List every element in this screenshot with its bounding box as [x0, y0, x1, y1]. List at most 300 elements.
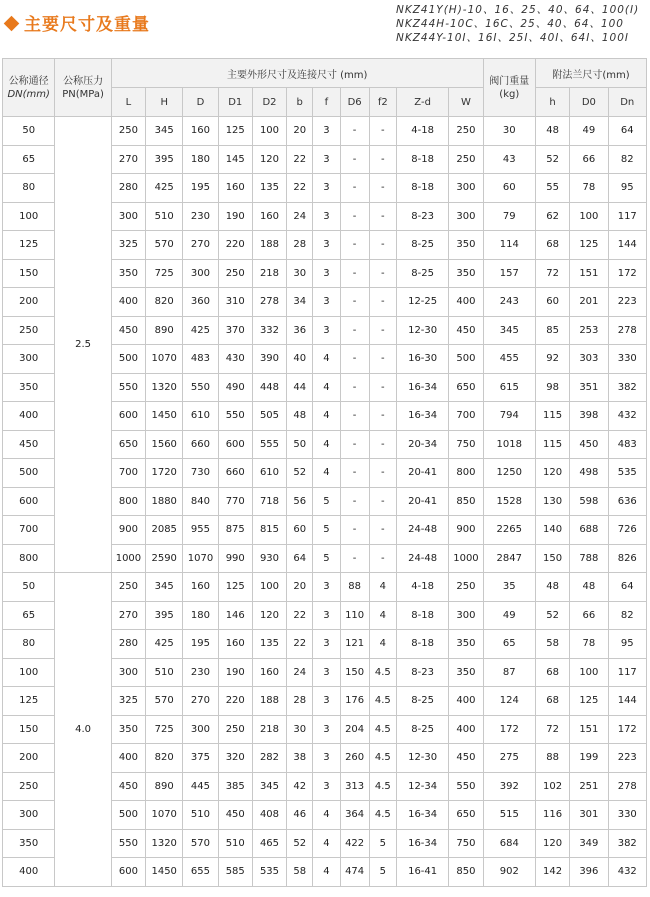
- table-cell: 395: [146, 601, 183, 630]
- table-cell: 570: [183, 829, 218, 858]
- table-cell: 5: [313, 487, 340, 516]
- column-header: W: [449, 88, 483, 117]
- header-pn-unit: PN(MPa): [62, 88, 104, 100]
- table-row: [3, 117, 647, 146]
- table-cell: 610: [183, 402, 218, 431]
- table-cell: 4: [369, 573, 396, 602]
- table-cell: 615: [483, 373, 535, 402]
- dn-cell: 125: [3, 687, 55, 716]
- table-cell: 195: [183, 174, 218, 203]
- column-header: Z-d: [396, 88, 448, 117]
- table-cell: 550: [111, 373, 145, 402]
- table-cell: 3: [313, 117, 340, 146]
- table-cell: 4: [369, 601, 396, 630]
- table-cell: 550: [218, 402, 252, 431]
- table-cell: 60: [483, 174, 535, 203]
- table-cell: 500: [449, 345, 483, 374]
- table-cell: 1070: [146, 801, 183, 830]
- table-cell: 515: [483, 801, 535, 830]
- table-cell: 125: [218, 573, 252, 602]
- table-cell: 826: [608, 544, 647, 573]
- table-cell: 650: [111, 430, 145, 459]
- table-cell: 56: [287, 487, 313, 516]
- table-cell: 400: [449, 288, 483, 317]
- table-cell: 43: [483, 145, 535, 174]
- table-cell: 8-25: [396, 231, 448, 260]
- table-cell: 190: [218, 658, 252, 687]
- table-cell: 8-18: [396, 174, 448, 203]
- table-cell: 142: [535, 858, 569, 887]
- table-cell: 60: [535, 288, 569, 317]
- table-cell: 218: [252, 259, 286, 288]
- dn-cell: 350: [3, 373, 55, 402]
- table-cell: 350: [111, 715, 145, 744]
- table-cell: 820: [146, 288, 183, 317]
- header-pn-label: 公称压力: [63, 75, 104, 87]
- table-cell: 117: [608, 202, 647, 231]
- table-cell: 3: [313, 744, 340, 773]
- table-cell: 116: [535, 801, 569, 830]
- table-cell: 52: [535, 145, 569, 174]
- table-cell: -: [369, 402, 396, 431]
- table-cell: 900: [449, 516, 483, 545]
- table-cell: 688: [570, 516, 608, 545]
- model-line: NKZ44H-10C、16C、25、40、64、100: [396, 18, 624, 30]
- table-cell: 474: [340, 858, 369, 887]
- table-cell: 3: [313, 316, 340, 345]
- table-cell: 610: [252, 459, 286, 488]
- table-cell: 16-34: [396, 402, 448, 431]
- table-cell: 88: [535, 744, 569, 773]
- table-cell: 325: [111, 687, 145, 716]
- table-cell: 350: [449, 259, 483, 288]
- table-cell: 570: [146, 687, 183, 716]
- table-cell: 251: [570, 772, 608, 801]
- table-cell: -: [340, 459, 369, 488]
- column-header: D1: [218, 88, 252, 117]
- header-dimension-group: 主要外形尺寸及连接尺寸 (mm): [111, 59, 483, 88]
- table-cell: 890: [146, 772, 183, 801]
- table-cell: 448: [252, 373, 286, 402]
- table-cell: 270: [111, 145, 145, 174]
- dn-cell: 400: [3, 858, 55, 887]
- table-cell: 350: [449, 231, 483, 260]
- table-cell: 8-25: [396, 715, 448, 744]
- table-cell: 550: [111, 829, 145, 858]
- dn-cell: 300: [3, 801, 55, 830]
- table-cell: 726: [608, 516, 647, 545]
- table-cell: 28: [287, 687, 313, 716]
- table-cell: 160: [252, 202, 286, 231]
- dn-cell: 150: [3, 715, 55, 744]
- table-cell: 24: [287, 202, 313, 231]
- table-cell: 22: [287, 145, 313, 174]
- table-cell: 82: [608, 145, 647, 174]
- table-cell: 350: [449, 630, 483, 659]
- table-cell: 1070: [183, 544, 218, 573]
- table-cell: 345: [252, 772, 286, 801]
- table-cell: 3: [313, 601, 340, 630]
- table-cell: 890: [146, 316, 183, 345]
- table-cell: 190: [218, 202, 252, 231]
- table-cell: 430: [218, 345, 252, 374]
- table-cell: 4: [313, 829, 340, 858]
- table-cell: 700: [449, 402, 483, 431]
- table-cell: 8-18: [396, 145, 448, 174]
- table-cell: 3: [313, 772, 340, 801]
- table-cell: 4.5: [369, 687, 396, 716]
- table-cell: 350: [111, 259, 145, 288]
- table-cell: 445: [183, 772, 218, 801]
- table-cell: 425: [146, 174, 183, 203]
- table-cell: 250: [449, 145, 483, 174]
- header-pn: [55, 59, 111, 117]
- table-cell: 22: [287, 601, 313, 630]
- table-cell: 5: [313, 516, 340, 545]
- table-cell: 2085: [146, 516, 183, 545]
- table-cell: -: [340, 259, 369, 288]
- dn-cell: 250: [3, 772, 55, 801]
- column-header: f2: [369, 88, 396, 117]
- table-cell: 1450: [146, 858, 183, 887]
- table-cell: 725: [146, 715, 183, 744]
- table-cell: 500: [111, 345, 145, 374]
- table-cell: 4.5: [369, 801, 396, 830]
- table-cell: 20-34: [396, 430, 448, 459]
- table-cell: 55: [535, 174, 569, 203]
- table-cell: 300: [111, 202, 145, 231]
- table-cell: 12-30: [396, 316, 448, 345]
- table-cell: 4.5: [369, 772, 396, 801]
- table-cell: 750: [449, 430, 483, 459]
- table-cell: 250: [111, 573, 145, 602]
- column-header: b: [287, 88, 313, 117]
- table-cell: 382: [608, 829, 647, 858]
- table-cell: 1560: [146, 430, 183, 459]
- table-cell: 151: [570, 259, 608, 288]
- table-cell: 243: [483, 288, 535, 317]
- table-cell: 199: [570, 744, 608, 773]
- header-weight-label: 阀门重量: [489, 75, 530, 87]
- table-cell: 8-23: [396, 202, 448, 231]
- dn-cell: 200: [3, 744, 55, 773]
- table-cell: 230: [183, 658, 218, 687]
- table-cell: 510: [146, 658, 183, 687]
- table-cell: 600: [111, 858, 145, 887]
- pressure-cell: 4.0: [55, 573, 111, 887]
- table-cell: 303: [570, 345, 608, 374]
- table-cell: 144: [608, 687, 647, 716]
- table-cell: 115: [535, 402, 569, 431]
- table-cell: 270: [111, 601, 145, 630]
- table-cell: 172: [608, 259, 647, 288]
- table-cell: 72: [535, 715, 569, 744]
- table-cell: 510: [146, 202, 183, 231]
- table-cell: 300: [449, 174, 483, 203]
- table-cell: -: [369, 202, 396, 231]
- dn-cell: 600: [3, 487, 55, 516]
- table-cell: 310: [218, 288, 252, 317]
- table-cell: 300: [183, 715, 218, 744]
- header-weight: [483, 59, 535, 117]
- table-cell: 1000: [111, 544, 145, 573]
- table-cell: 48: [287, 402, 313, 431]
- table-cell: 3: [313, 202, 340, 231]
- table-cell: 68: [535, 231, 569, 260]
- table-cell: 930: [252, 544, 286, 573]
- table-cell: 398: [570, 402, 608, 431]
- table-cell: 400: [449, 715, 483, 744]
- table-cell: 8-25: [396, 687, 448, 716]
- table-cell: 188: [252, 231, 286, 260]
- table-cell: 330: [608, 345, 647, 374]
- table-cell: 300: [449, 601, 483, 630]
- table-cell: 102: [535, 772, 569, 801]
- diamond-bullet-icon: [4, 16, 20, 32]
- table-cell: 68: [535, 658, 569, 687]
- table-cell: 120: [252, 601, 286, 630]
- table-cell: 66: [570, 145, 608, 174]
- table-cell: 150: [535, 544, 569, 573]
- table-cell: 16-41: [396, 858, 448, 887]
- table-cell: 230: [183, 202, 218, 231]
- table-cell: 794: [483, 402, 535, 431]
- table-cell: 16-30: [396, 345, 448, 374]
- table-cell: 3: [313, 687, 340, 716]
- page-title: [6, 10, 150, 35]
- table-cell: 4.5: [369, 715, 396, 744]
- table-cell: 555: [252, 430, 286, 459]
- table-cell: 3: [313, 174, 340, 203]
- table-cell: 320: [218, 744, 252, 773]
- table-cell: -: [369, 459, 396, 488]
- table-cell: 250: [449, 117, 483, 146]
- table-cell: 172: [608, 715, 647, 744]
- table-cell: 278: [608, 316, 647, 345]
- table-cell: 400: [111, 744, 145, 773]
- table-cell: 4: [313, 402, 340, 431]
- table-cell: 20-41: [396, 487, 448, 516]
- table-cell: 46: [287, 801, 313, 830]
- table-cell: 278: [608, 772, 647, 801]
- dn-cell: 65: [3, 145, 55, 174]
- table-cell: 30: [483, 117, 535, 146]
- table-cell: -: [340, 487, 369, 516]
- table-cell: 58: [287, 858, 313, 887]
- table-cell: -: [340, 174, 369, 203]
- table-cell: 2847: [483, 544, 535, 573]
- table-cell: 1528: [483, 487, 535, 516]
- table-cell: 65: [483, 630, 535, 659]
- table-cell: 585: [218, 858, 252, 887]
- table-cell: 395: [146, 145, 183, 174]
- table-cell: 172: [483, 715, 535, 744]
- table-cell: 535: [252, 858, 286, 887]
- table-cell: 1450: [146, 402, 183, 431]
- dn-cell: 800: [3, 544, 55, 573]
- column-header: H: [146, 88, 183, 117]
- page-header: [0, 0, 650, 56]
- table-cell: 88: [340, 573, 369, 602]
- table-cell: 160: [218, 174, 252, 203]
- table-cell: 24-48: [396, 516, 448, 545]
- table-cell: -: [340, 402, 369, 431]
- table-cell: 3: [313, 573, 340, 602]
- table-cell: 1880: [146, 487, 183, 516]
- table-cell: 95: [608, 174, 647, 203]
- table-row: [3, 573, 647, 602]
- table-cell: 201: [570, 288, 608, 317]
- table-cell: 4: [313, 430, 340, 459]
- table-cell: 114: [483, 231, 535, 260]
- table-cell: 300: [183, 259, 218, 288]
- table-cell: 425: [146, 630, 183, 659]
- table-cell: 125: [218, 117, 252, 146]
- table-cell: 432: [608, 858, 647, 887]
- table-cell: 4.5: [369, 658, 396, 687]
- table-cell: 144: [608, 231, 647, 260]
- table-cell: 4-18: [396, 573, 448, 602]
- table-cell: 345: [146, 573, 183, 602]
- table-cell: 1320: [146, 373, 183, 402]
- table-cell: 500: [111, 801, 145, 830]
- table-cell: 120: [535, 829, 569, 858]
- table-cell: 498: [570, 459, 608, 488]
- flange-column-header: Dn: [608, 88, 647, 117]
- table-cell: 598: [570, 487, 608, 516]
- table-cell: -: [369, 316, 396, 345]
- table-cell: 360: [183, 288, 218, 317]
- table-cell: 135: [252, 630, 286, 659]
- table-cell: 450: [449, 316, 483, 345]
- table-cell: -: [340, 117, 369, 146]
- title-text: 主要尺寸及重量: [24, 15, 150, 35]
- table-cell: 22: [287, 174, 313, 203]
- table-cell: 78: [570, 630, 608, 659]
- table-cell: 92: [535, 345, 569, 374]
- table-cell: 49: [483, 601, 535, 630]
- table-cell: 16-34: [396, 829, 448, 858]
- table-cell: 450: [111, 772, 145, 801]
- table-cell: 223: [608, 744, 647, 773]
- table-cell: 16-34: [396, 801, 448, 830]
- table-cell: 12-25: [396, 288, 448, 317]
- table-cell: 1720: [146, 459, 183, 488]
- table-cell: 1320: [146, 829, 183, 858]
- table-cell: 725: [146, 259, 183, 288]
- table-cell: 146: [218, 601, 252, 630]
- table-cell: 400: [111, 288, 145, 317]
- table-cell: 34: [287, 288, 313, 317]
- dn-cell: 250: [3, 316, 55, 345]
- table-cell: 450: [570, 430, 608, 459]
- table-cell: 450: [218, 801, 252, 830]
- table-cell: 85: [535, 316, 569, 345]
- table-cell: 425: [183, 316, 218, 345]
- dimensions-weight-table: [2, 58, 647, 887]
- pressure-cell: 2.5: [55, 117, 111, 573]
- table-cell: 788: [570, 544, 608, 573]
- table-cell: 49: [570, 117, 608, 146]
- table-cell: 280: [111, 630, 145, 659]
- table-cell: 990: [218, 544, 252, 573]
- table-cell: 660: [218, 459, 252, 488]
- dn-cell: 80: [3, 630, 55, 659]
- table-cell: -: [340, 231, 369, 260]
- flange-column-header: D0: [570, 88, 608, 117]
- table-cell: 140: [535, 516, 569, 545]
- table-cell: 280: [111, 174, 145, 203]
- table-cell: 3: [313, 658, 340, 687]
- table-cell: 151: [570, 715, 608, 744]
- table-cell: 253: [570, 316, 608, 345]
- table-cell: 250: [111, 117, 145, 146]
- table-cell: 100: [252, 573, 286, 602]
- table-cell: 490: [218, 373, 252, 402]
- table-cell: -: [369, 259, 396, 288]
- table-cell: -: [340, 316, 369, 345]
- table-cell: 35: [483, 573, 535, 602]
- table-cell: 124: [483, 687, 535, 716]
- table-cell: 8-25: [396, 259, 448, 288]
- table-cell: 332: [252, 316, 286, 345]
- table-cell: 3: [313, 259, 340, 288]
- table-cell: 16-34: [396, 373, 448, 402]
- header-dn-unit: DN(mm): [7, 88, 50, 100]
- table-cell: 270: [183, 231, 218, 260]
- table-cell: 64: [608, 117, 647, 146]
- flange-column-header: h: [535, 88, 569, 117]
- table-cell: 4: [313, 373, 340, 402]
- table-cell: -: [369, 516, 396, 545]
- table-cell: -: [340, 373, 369, 402]
- table-cell: 300: [449, 202, 483, 231]
- table-cell: 5: [369, 829, 396, 858]
- table-cell: 72: [535, 259, 569, 288]
- table-cell: 250: [218, 259, 252, 288]
- table-cell: 550: [183, 373, 218, 402]
- table-cell: 160: [252, 658, 286, 687]
- table-cell: 396: [570, 858, 608, 887]
- table-cell: 120: [252, 145, 286, 174]
- table-cell: 750: [449, 829, 483, 858]
- table-cell: 636: [608, 487, 647, 516]
- table-cell: 3: [313, 715, 340, 744]
- table-cell: 301: [570, 801, 608, 830]
- table-cell: 150: [340, 658, 369, 687]
- dn-cell: 350: [3, 829, 55, 858]
- table-cell: 270: [183, 687, 218, 716]
- table-cell: -: [340, 288, 369, 317]
- table-cell: 570: [146, 231, 183, 260]
- table-cell: 20: [287, 117, 313, 146]
- table-cell: -: [369, 544, 396, 573]
- table-cell: 770: [218, 487, 252, 516]
- table-cell: 223: [608, 288, 647, 317]
- table-cell: 44: [287, 373, 313, 402]
- table-cell: 40: [287, 345, 313, 374]
- table-cell: 422: [340, 829, 369, 858]
- table-cell: 684: [483, 829, 535, 858]
- table-cell: 550: [449, 772, 483, 801]
- table-cell: 12-34: [396, 772, 448, 801]
- table-cell: 24: [287, 658, 313, 687]
- dn-cell: 50: [3, 573, 55, 602]
- table-cell: 4: [313, 459, 340, 488]
- table-cell: 5: [313, 544, 340, 573]
- table-cell: 30: [287, 715, 313, 744]
- table-cell: 100: [570, 658, 608, 687]
